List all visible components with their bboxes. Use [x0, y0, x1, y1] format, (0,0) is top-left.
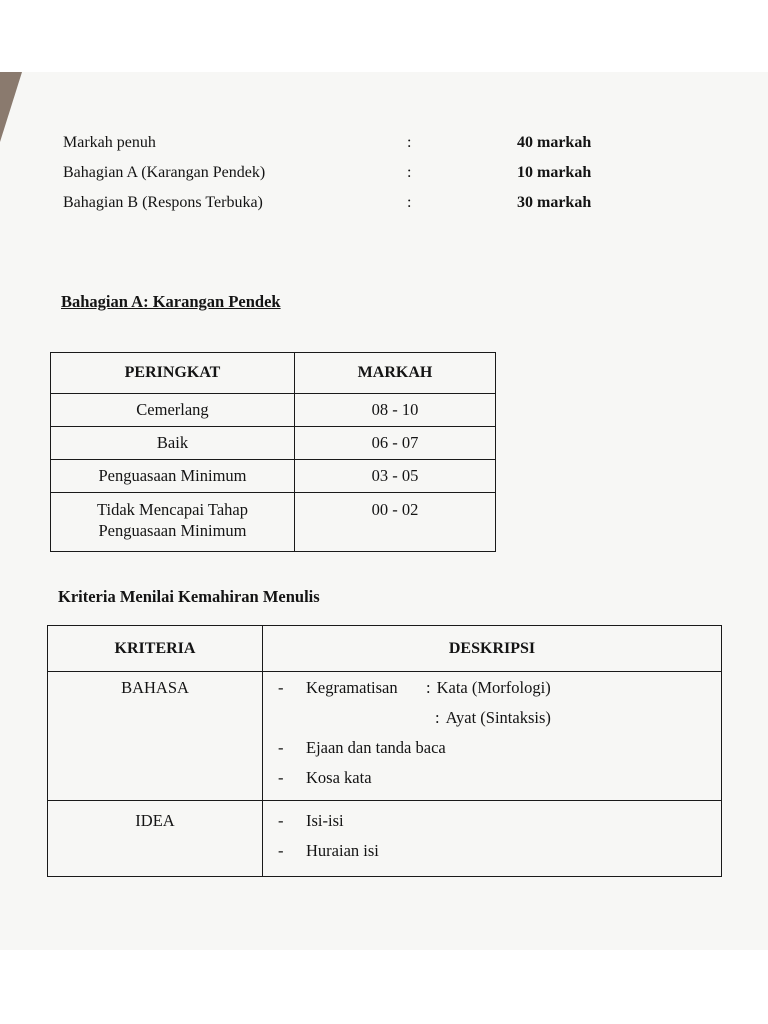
criteria-title: Kriteria Menilai Kemahiran Menulis [58, 587, 320, 606]
description-cell [263, 801, 722, 877]
bullet-dash: - [278, 841, 284, 860]
level-cell: Baik [51, 427, 295, 460]
section-a-title: Bahagian A: Karangan Pendek [61, 292, 281, 311]
bullet-dash: - [278, 738, 284, 757]
marks-cell: 06 - 07 [295, 427, 496, 460]
marks-cell: 08 - 10 [295, 394, 496, 427]
header-peringkat: PERINGKAT [51, 353, 295, 394]
list-item [264, 708, 720, 738]
bullet-dash: - [278, 768, 284, 787]
sub-item [435, 708, 551, 728]
criteria-name: BAHASA [48, 672, 263, 801]
mark-colon: : [407, 164, 412, 181]
list-item [264, 811, 720, 841]
sub-text: Kata (Morfologi) [436, 678, 551, 697]
table-row [51, 427, 496, 460]
level-line: Tidak Mencapai Tahap [97, 500, 248, 519]
level-line: Penguasaan Minimum [98, 521, 247, 540]
mark-label: Bahagian A (Karangan Pendek) [63, 164, 266, 181]
description-cell [263, 672, 722, 801]
mark-colon: : [407, 134, 412, 151]
criteria-table [47, 625, 722, 877]
page-fold-shadow [0, 72, 22, 142]
table-header-row [48, 626, 722, 672]
grade-table [50, 352, 496, 552]
criteria-name: IDEA [48, 801, 263, 877]
item-text: Kosa kata [306, 768, 372, 787]
list-item [264, 841, 720, 871]
item-text: Huraian isi [306, 841, 379, 860]
list-item [264, 678, 720, 708]
mark-value: 40 markah [517, 134, 592, 151]
item-text: Ejaan dan tanda baca [306, 738, 446, 757]
table-row [51, 460, 496, 493]
item-text: Isi-isi [306, 811, 344, 830]
level-cell: Cemerlang [51, 394, 295, 427]
mark-value: 30 markah [517, 194, 592, 211]
header-kriteria: KRITERIA [48, 626, 263, 672]
sub-text: Ayat (Sintaksis) [445, 708, 551, 727]
table-header-row [51, 353, 496, 394]
mark-value: 10 markah [517, 164, 592, 181]
marks-cell: 00 - 02 [295, 493, 496, 552]
table-row [51, 493, 496, 552]
mark-label: Bahagian B (Respons Terbuka) [63, 194, 263, 211]
bullet-dash: - [278, 811, 284, 830]
item-text: Kegramatisan [306, 678, 398, 697]
mark-label: Markah penuh [63, 134, 156, 151]
level-cell [51, 493, 295, 552]
table-row [48, 801, 722, 877]
sub-item [426, 678, 551, 698]
marks-cell: 03 - 05 [295, 460, 496, 493]
sub-colon: : [435, 708, 440, 727]
header-deskripsi: DESKRIPSI [263, 626, 722, 672]
list-item [264, 768, 720, 798]
mark-colon: : [407, 194, 412, 211]
sub-colon: : [426, 678, 431, 697]
table-row [51, 394, 496, 427]
header-markah: MARKAH [295, 353, 496, 394]
table-row [48, 672, 722, 801]
bullet-dash: - [278, 678, 284, 697]
list-item [264, 738, 720, 768]
level-cell: Penguasaan Minimum [51, 460, 295, 493]
